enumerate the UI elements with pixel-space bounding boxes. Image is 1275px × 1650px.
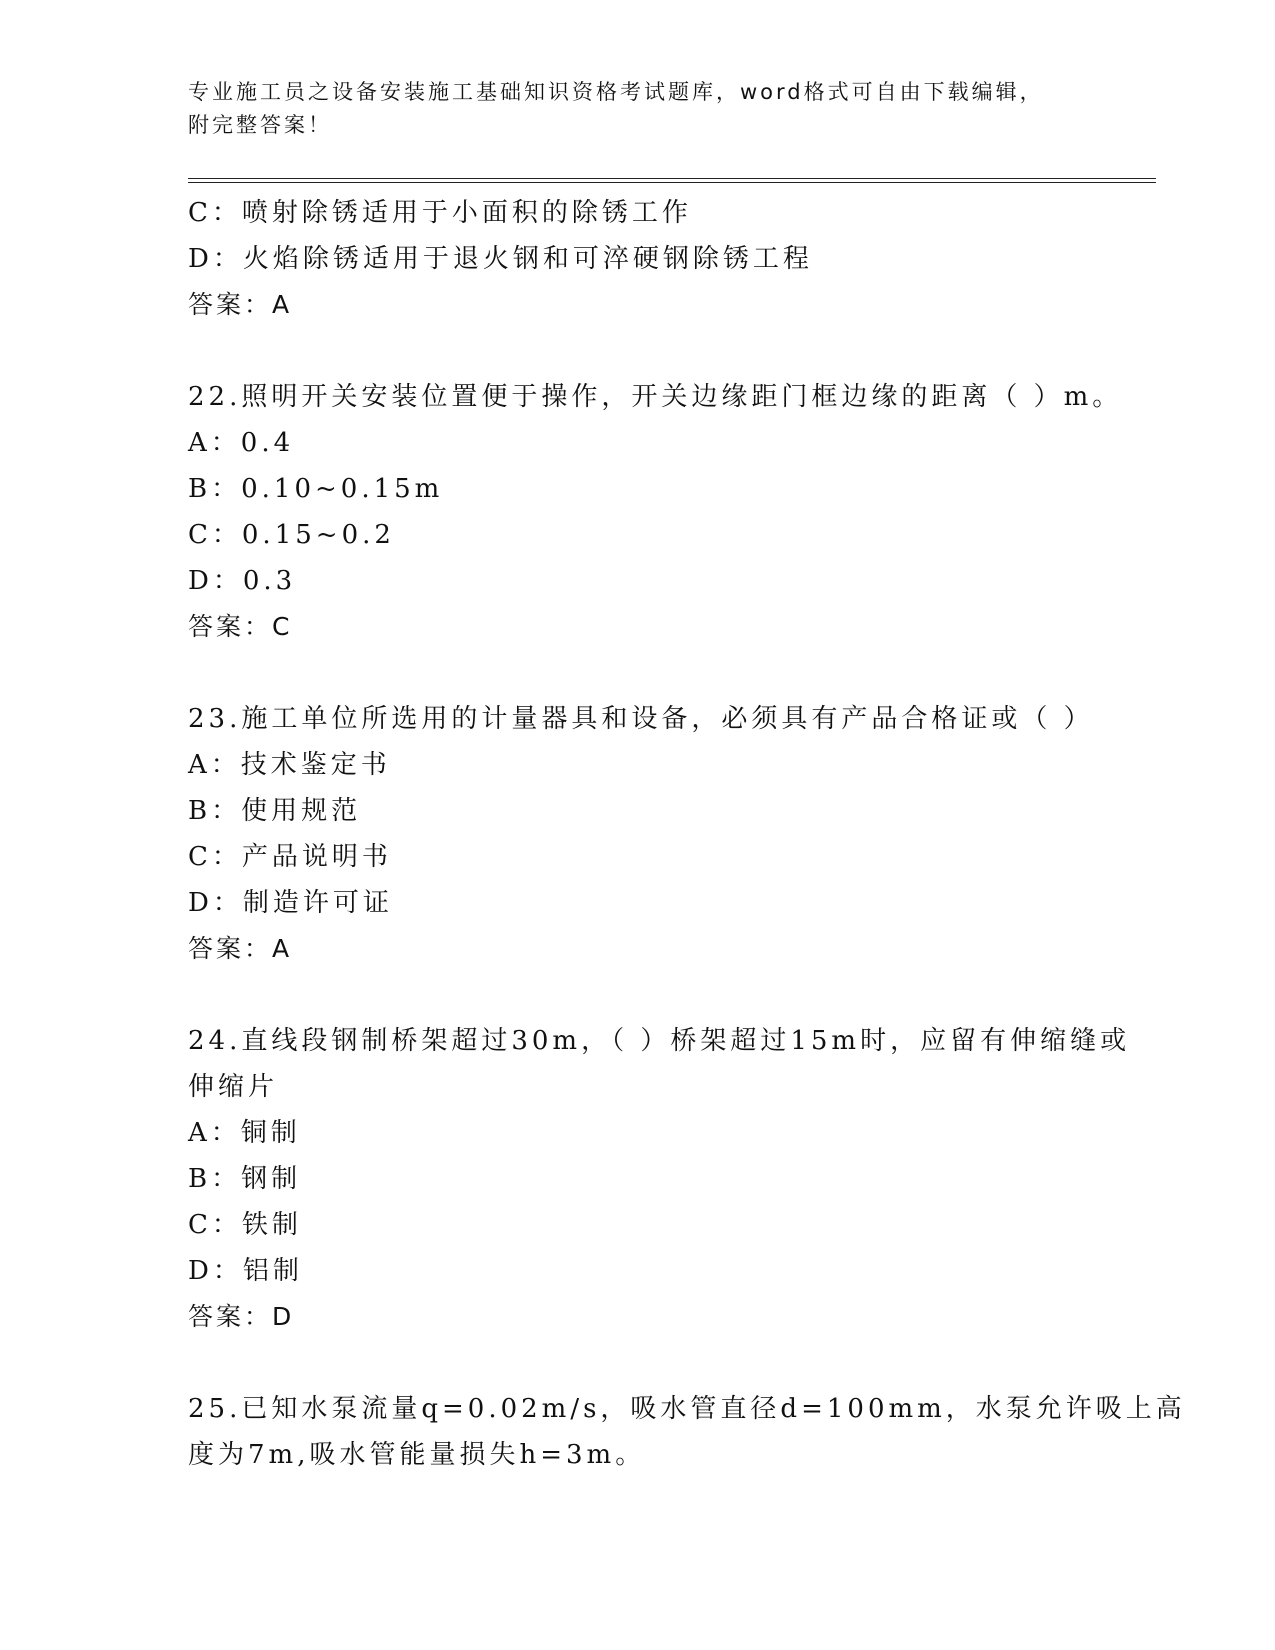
question-text-line-1: 24.直线段钢制桥架超过30m，（ ）桥架超过15m时，应留有伸缩缝或 bbox=[188, 1026, 1131, 1056]
spacer bbox=[188, 650, 1148, 696]
option-d: D：火焰除锈适用于退火钢和可淬硬钢除锈工程 bbox=[188, 244, 813, 274]
question-22 bbox=[188, 374, 1148, 650]
question-text-line-1: 25.已知水泵流量q=0.02m/s，吸水管直径d=100mm，水泵允许吸上高 bbox=[188, 1394, 1186, 1424]
option-c: C：喷射除锈适用于小面积的除锈工作 bbox=[188, 198, 692, 228]
question-text: 23.施工单位所选用的计量器具和设备，必须具有产品合格证或（ ） bbox=[188, 704, 1094, 734]
option-d: D：制造许可证 bbox=[188, 888, 393, 918]
question-24 bbox=[188, 1018, 1148, 1340]
question-text-line-2: 度为7m,吸水管能量损失h=3m。 bbox=[188, 1440, 646, 1470]
question-text: 22.照明开关安装位置便于操作，开关边缘距门框边缘的距离（ ）m。 bbox=[188, 382, 1123, 412]
document-header bbox=[188, 76, 1088, 142]
answer-label: 答案：C bbox=[188, 612, 293, 641]
option-a: A：铜制 bbox=[188, 1118, 301, 1148]
spacer bbox=[188, 328, 1148, 374]
header-line-2: 附完整答案！ bbox=[188, 113, 332, 137]
header-divider bbox=[188, 178, 1156, 183]
option-b: B：0.10~0.15m bbox=[188, 474, 444, 504]
answer-label: 答案：D bbox=[188, 1302, 295, 1331]
option-d: D：0.3 bbox=[188, 566, 297, 596]
option-b: B：使用规范 bbox=[188, 796, 362, 826]
question-text-line-2: 伸缩片 bbox=[188, 1072, 279, 1102]
option-c: C：产品说明书 bbox=[188, 842, 392, 872]
spacer bbox=[188, 1340, 1148, 1386]
answer-label: 答案：A bbox=[188, 290, 293, 319]
option-b: B：钢制 bbox=[188, 1164, 302, 1194]
question-23 bbox=[188, 696, 1148, 972]
question-25 bbox=[188, 1386, 1186, 1478]
option-c: C：0.15~0.2 bbox=[188, 520, 395, 550]
answer-label: 答案：A bbox=[188, 934, 293, 963]
spacer bbox=[188, 972, 1148, 1018]
question-list bbox=[188, 190, 1186, 1478]
question-21 bbox=[188, 190, 1148, 328]
option-a: A：技术鉴定书 bbox=[188, 750, 391, 780]
option-d: D：铝制 bbox=[188, 1256, 303, 1286]
option-c: C：铁制 bbox=[188, 1210, 302, 1240]
header-line-1: 专业施工员之设备安装施工基础知识资格考试题库，word格式可自由下载编辑， bbox=[188, 80, 1044, 104]
option-a: A：0.4 bbox=[188, 428, 295, 458]
